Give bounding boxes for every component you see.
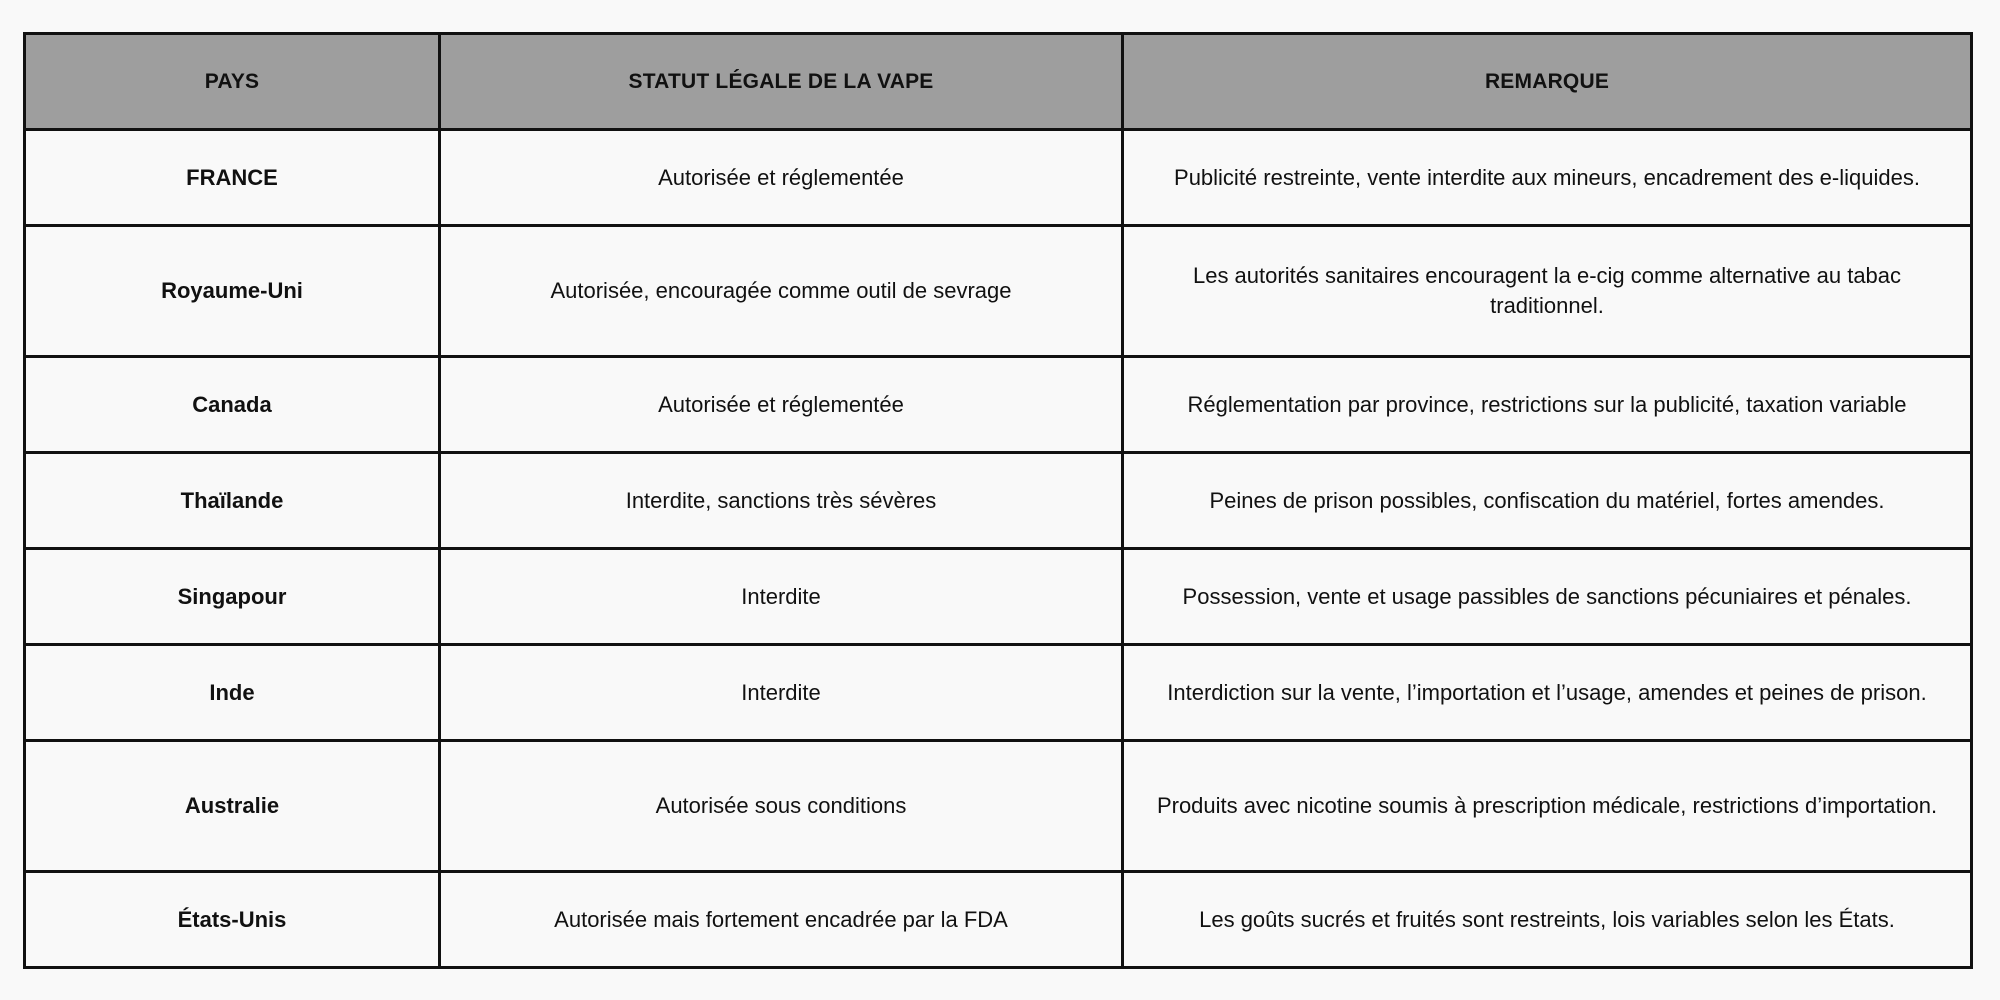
remark-cell: Réglementation par province, restrictions sur la publicité, taxation variable: [1123, 357, 1972, 453]
status-cell: Interdite: [440, 549, 1123, 645]
country-cell: Royaume-Uni: [25, 226, 440, 357]
table-row: [25, 226, 1972, 357]
table-row: [25, 357, 1972, 453]
table-row: [25, 872, 1972, 968]
table-row: [25, 130, 1972, 226]
table-header-row: [25, 34, 1972, 130]
country-cell: Australie: [25, 741, 440, 872]
country-cell: Canada: [25, 357, 440, 453]
country-cell: États-Unis: [25, 872, 440, 968]
remark-cell: Peines de prison possibles, confiscation du matériel, fortes amendes.: [1123, 453, 1972, 549]
column-header-remark: REMARQUE: [1123, 34, 1972, 130]
country-cell: Thaïlande: [25, 453, 440, 549]
remark-cell: Les goûts sucrés et fruités sont restreints, lois variables selon les États.: [1123, 872, 1972, 968]
status-cell: Autorisée sous conditions: [440, 741, 1123, 872]
vape-legal-status-table-container: [23, 32, 1970, 969]
status-cell: Autorisée et réglementée: [440, 357, 1123, 453]
status-cell: Autorisée, encouragée comme outil de sevrage: [440, 226, 1123, 357]
status-cell: Interdite, sanctions très sévères: [440, 453, 1123, 549]
vape-legal-status-table: [23, 32, 1973, 969]
country-cell: Inde: [25, 645, 440, 741]
remark-cell: Publicité restreinte, vente interdite aux mineurs, encadrement des e-liquides.: [1123, 130, 1972, 226]
remark-cell: Produits avec nicotine soumis à prescription médicale, restrictions d’importation.: [1123, 741, 1972, 872]
remark-cell: Possession, vente et usage passibles de sanctions pécuniaires et pénales.: [1123, 549, 1972, 645]
column-header-legal-status: STATUT LÉGALE DE LA VAPE: [440, 34, 1123, 130]
column-header-country: PAYS: [25, 34, 440, 130]
status-cell: Autorisée mais fortement encadrée par la FDA: [440, 872, 1123, 968]
country-cell: FRANCE: [25, 130, 440, 226]
table-row: [25, 741, 1972, 872]
table-row: [25, 453, 1972, 549]
country-cell: Singapour: [25, 549, 440, 645]
remark-cell: Interdiction sur la vente, l’importation et l’usage, amendes et peines de prison.: [1123, 645, 1972, 741]
status-cell: Autorisée et réglementée: [440, 130, 1123, 226]
status-cell: Interdite: [440, 645, 1123, 741]
table-row: [25, 549, 1972, 645]
remark-cell: Les autorités sanitaires encouragent la e-cig comme alternative au tabac traditionnel.: [1123, 226, 1972, 357]
table-row: [25, 645, 1972, 741]
